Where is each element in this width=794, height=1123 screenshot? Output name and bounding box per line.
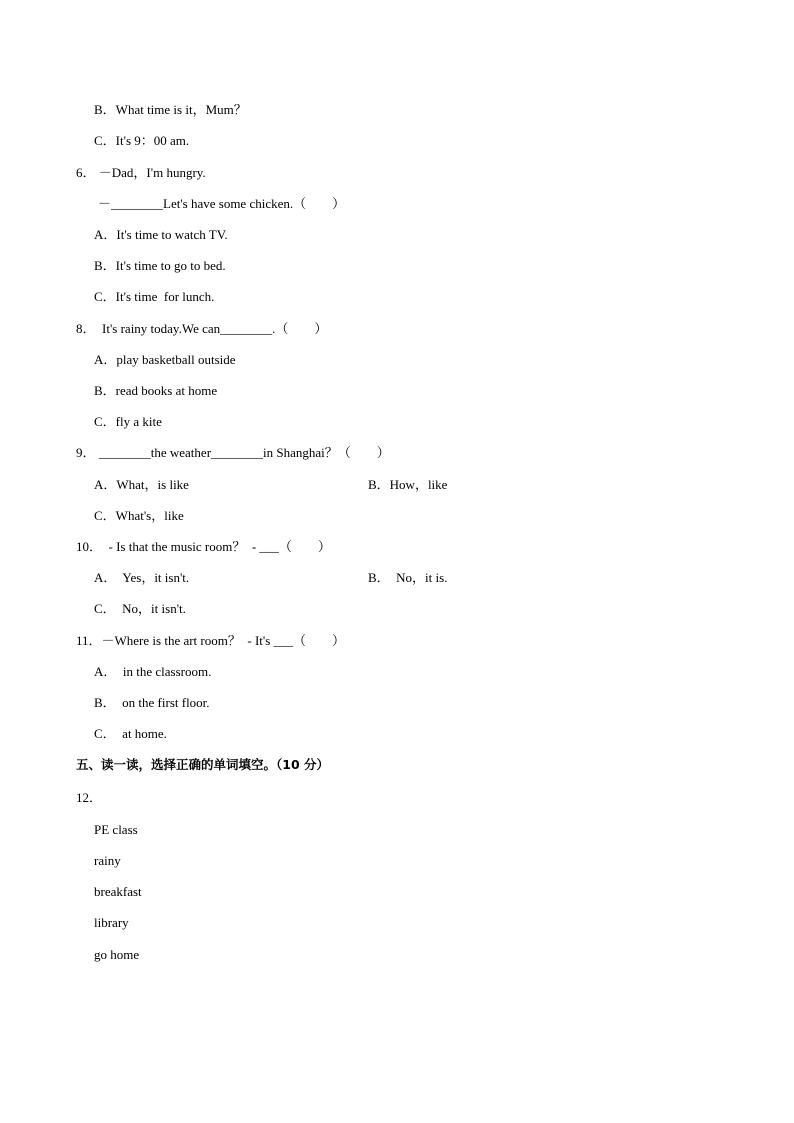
q11-option-b: B． on the first floor.: [94, 695, 210, 710]
q9-option-b: B．How，like: [368, 477, 448, 492]
q6-option-b: B．It's time to go to bed.: [94, 258, 226, 273]
q9-stem: 9． ________the weather________in Shanghai？（ ）: [76, 445, 390, 460]
q6-option-c: C．It's time for lunch.: [94, 289, 215, 304]
word-bank-item: library: [94, 915, 129, 930]
q10-stem: 10． - Is that the music room？ - ___（ ）: [76, 539, 331, 554]
q10-option-a: A． Yes，it isn't.: [94, 570, 190, 585]
q9-option-c: C．What's，like: [94, 508, 184, 523]
q8-option-a: A．play basketball outside: [94, 352, 236, 367]
q9-option-a: A．What，is like: [94, 477, 189, 492]
q8-option-c: C．fly a kite: [94, 414, 162, 429]
q6-stem: 6． －Dad，I'm hungry.: [76, 165, 206, 180]
q5-option-c: C．It's 9：00 am.: [94, 133, 190, 148]
q5-option-b: B．What time is it，Mum？: [94, 102, 247, 117]
q8-option-b: B．read books at home: [94, 383, 218, 398]
word-bank-item: PE class: [94, 822, 138, 837]
q11-stem: 11．－Where is the art room？ - It's ___（ ）: [76, 633, 346, 648]
q12-number: 12．: [76, 790, 103, 805]
q6-reply: －________Let's have some chicken.（ ）: [98, 196, 346, 211]
q11-option-a: A． in the classroom.: [94, 664, 212, 679]
q11-option-c: C． at home.: [94, 726, 167, 741]
word-bank-item: rainy: [94, 853, 121, 868]
q10-option-c: C． No，it isn't.: [94, 601, 186, 616]
q6-option-a: A．It's time to watch TV.: [94, 227, 228, 242]
q8-stem: 8． It's rainy today.We can________.（ ）: [76, 321, 328, 336]
section-heading: 五、读一读，选择正确的单词填空。（10 分）: [76, 757, 329, 772]
word-bank-item: go home: [94, 947, 140, 962]
q10-option-b: B． No，it is.: [368, 570, 448, 585]
word-bank-item: breakfast: [94, 884, 142, 899]
